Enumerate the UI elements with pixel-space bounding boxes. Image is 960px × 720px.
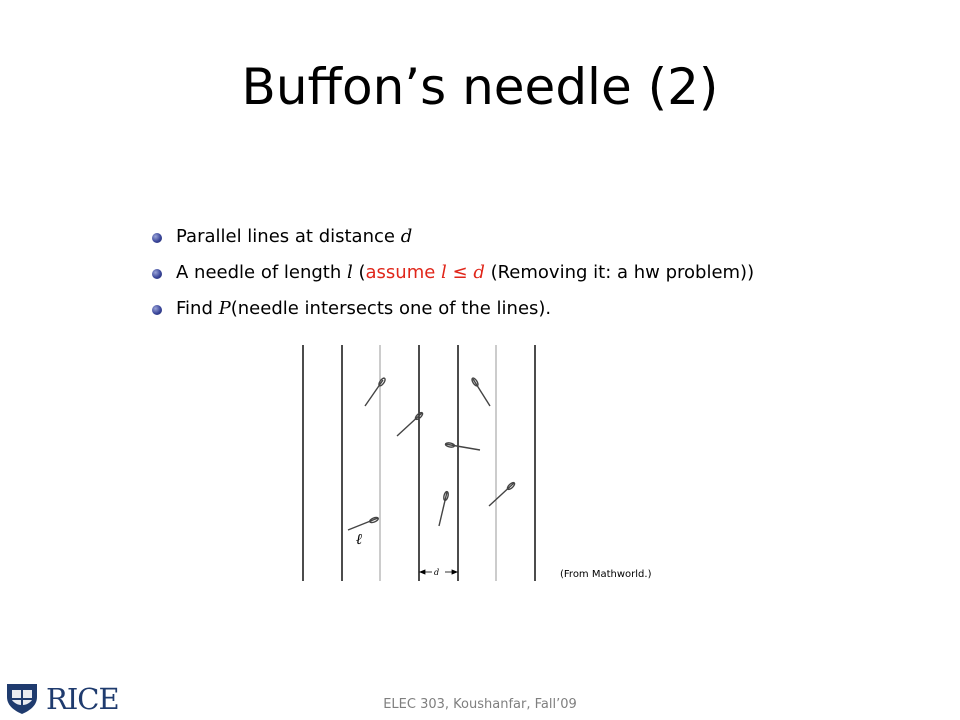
slide-footer: ELEC 303, Koushanfar, Fall’09 [383, 697, 577, 712]
math-symbol: ≤ [446, 262, 474, 283]
bullet-text: Parallel lines at distance [176, 226, 401, 247]
length-label: ℓ [356, 530, 363, 548]
math-var: l [346, 262, 353, 283]
bullet-icon [152, 305, 162, 315]
math-var: l [441, 262, 447, 283]
bullet-item [152, 222, 754, 258]
math-var: d [473, 262, 485, 283]
bullet-item [152, 294, 754, 330]
bullet-text: A needle of length [176, 262, 347, 283]
bullet-text: Find [176, 298, 219, 319]
math-var: P [218, 298, 231, 319]
needles [348, 377, 516, 530]
figure-caption: (From Mathworld.) [560, 569, 652, 580]
slide-title: Buffon’s needle (2) [241, 58, 719, 116]
assume-text: assume [365, 262, 442, 283]
needle [471, 377, 490, 406]
parallel-lines [303, 345, 535, 581]
bullet-icon [152, 269, 162, 279]
distance-label: d [434, 568, 440, 577]
buffon-needle-figure [290, 340, 680, 590]
bullet-text: (Removing it: a hw problem)) [484, 262, 755, 283]
bullet-list [152, 222, 754, 330]
bullet-text: ( [352, 262, 366, 283]
needle [489, 481, 516, 506]
needle [348, 516, 379, 530]
needle [445, 442, 480, 450]
logo-text: RICE [46, 682, 119, 716]
bullet-item [152, 258, 754, 294]
needle [365, 377, 386, 406]
bullet-icon [152, 233, 162, 243]
math-var: d [400, 226, 413, 247]
needle [439, 491, 449, 526]
bullet-text: (needle intersects one of the lines). [230, 298, 552, 319]
